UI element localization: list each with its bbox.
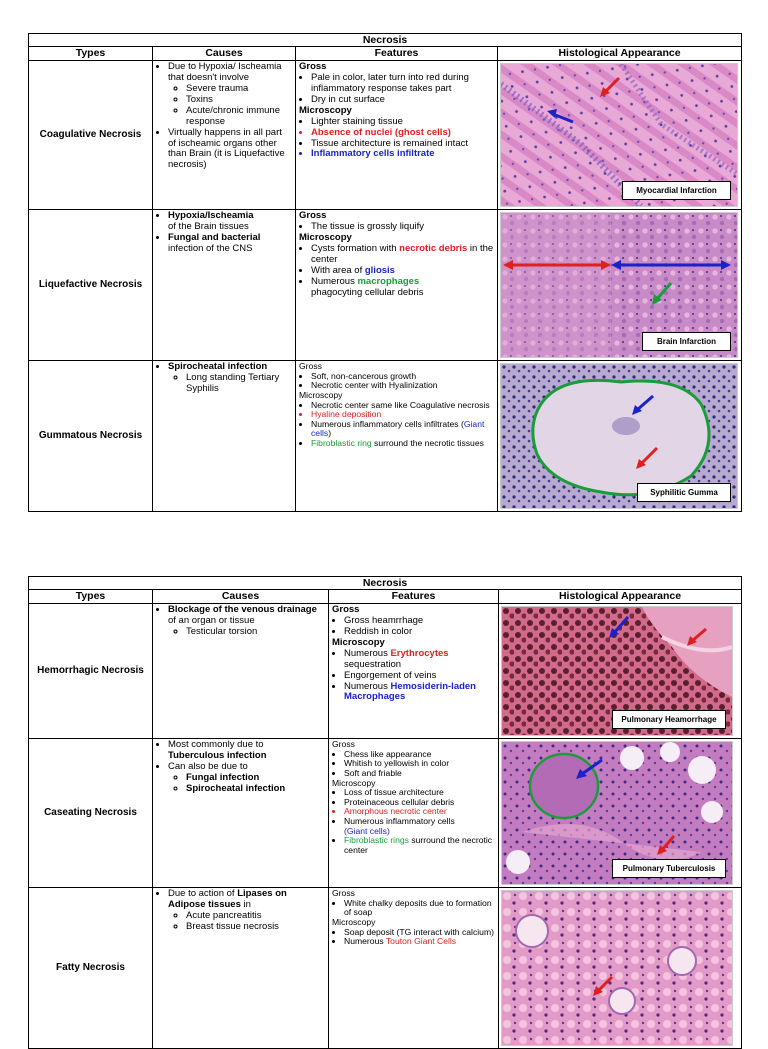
row-causes: • Blockage of the venous drainage of an organ or tissue ◦ Testicular torsion [153,604,329,739]
row-type: Fatty Necrosis [29,888,153,1049]
table-row [29,210,742,361]
table-row [29,61,742,210]
table-row [29,888,742,1049]
header-causes: Causes [153,47,296,61]
table-row [29,739,742,888]
histology-image-brain [500,212,738,358]
table-title: Necrosis [29,577,742,590]
row-causes: • Hypoxia/Ischeamia of the Brain tissues • Fungal and bacterial infection of the CNS [153,210,296,361]
necrosis-table-1 [28,33,742,512]
histology-image-gumma [500,363,738,509]
necrosis-table-2 [28,576,742,1049]
row-features: Gross • Soft, non-cancerous growth • Necrotic center with Hyalinization Microscopy • Necrotic center same like Coagulative necrosis • Hyaline deposition • Numerous inflammatory cells infiltrates (Giant cells) • Fibroblastic ring surround the necrotic tissues [296,361,498,512]
row-features: Gross • Pale in color, later turn into red during inflammatory response takes part • Dry in cut surface Microscopy • Lighter staining tissue • Absence of nuclei (ghost cells) • Tissue architecture is remained intact • Inflammatory cells infiltrate [296,61,498,210]
row-causes: • Spirocheatal infection ◦ Long standing Tertiary Syphilis [153,361,296,512]
histology-image-hemorrhage [501,606,733,736]
header-features: Features [329,590,499,604]
row-histology [499,739,742,888]
image-caption: Brain Infarction [642,332,731,351]
histology-image-myocardial [500,63,738,207]
row-features: Gross • Gross heamrrhage • Reddish in color Microscopy • Numerous Erythrocytes sequestration • Engorgement of veins • Numerous Hemosiderin-laden Macrophages [329,604,499,739]
row-type: Caseating Necrosis [29,739,153,888]
row-type: Coagulative Necrosis [29,61,153,210]
histology-image-tuberculosis [501,741,733,885]
header-histology: Histological Appearance [499,590,742,604]
image-caption: Syphilitic Gumma [637,483,731,502]
row-causes: • Most commonly due to Tuberculous infection • Can also be due to ◦ Fungal infection ◦ Spirocheatal infection [153,739,329,888]
header-types: Types [29,47,153,61]
image-caption: Myocardial Infarction [622,181,731,200]
row-histology [498,61,742,210]
table-row [29,361,742,512]
row-features: Gross • The tissue is grossly liquify Microscopy • Cysts formation with necrotic debris in the center • With area of gliosis • Numerous macrophages phagocyting cellular debris [296,210,498,361]
row-histology [499,604,742,739]
header-causes: Causes [153,590,329,604]
row-features: Gross • Chess like appearance • Whitish to yellowish in color • Soft and friable Microscopy • Loss of tissue architecture • Proteinaceous cellular debris • Amorphous necrotic center • Numerous inflammatory cells (Giant cells) • Fibroblastic rings surround the necrotic center [329,739,499,888]
row-type: Hemorrhagic Necrosis [29,604,153,739]
header-features: Features [296,47,498,61]
row-causes: • Due to Hypoxia/ Ischeamia that doesn't involve ◦ Severe trauma ◦ Toxins ◦ Acute/chronic immune response • Virtually happens in all part of ischeamic organs other than Brain (it is Liquefactive necrosis) [153,61,296,210]
image-caption: Pulmonary Heamorrhage [612,710,726,729]
row-features: Gross • White chalky deposits due to formation of soap Microscopy • Soap deposit (TG interact with calcium) • Numerous Touton Giant Cells [329,888,499,1049]
row-histology [498,210,742,361]
row-histology [498,361,742,512]
row-type: Gummatous Necrosis [29,361,153,512]
image-caption: Pulmonary Tuberculosis [612,859,726,878]
granuloma-outline [530,754,598,818]
row-type: Liquefactive Necrosis [29,210,153,361]
table-row [29,604,742,739]
histology-image-fat-necrosis [501,890,733,1046]
fat-necrosis-micrograph [502,891,732,1045]
header-types: Types [29,590,153,604]
header-histology: Histological Appearance [498,47,742,61]
row-histology [499,888,742,1049]
row-causes: • Due to action of Lipases on Adipose tissues in ◦ Acute pancreatitis ◦ Breast tissue necrosis [153,888,329,1049]
table-title: Necrosis [29,34,742,47]
